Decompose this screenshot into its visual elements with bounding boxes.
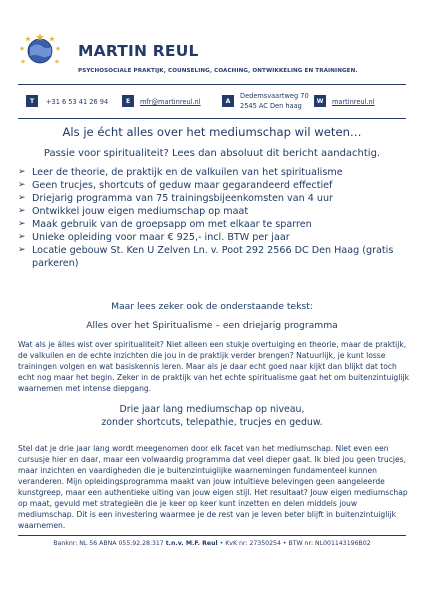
main-subline: Passie voor spiritualiteit? Lees dan absoluut dit bericht aandachtig. xyxy=(43,148,381,159)
arrow-bullet-icon: ➢ xyxy=(18,180,26,190)
list-item: ➢ Maak gebruik van de groepsapp om met elkaar te sparren xyxy=(18,219,312,230)
list-item: ➢ Locatie gebouw St. Ken U Zelven Ln. v. Poot 292 2566 DC Den Haag (gratis parkeren) xyxy=(18,245,394,269)
contact-divider xyxy=(18,118,406,119)
address-line-2: 2545 AC Den haag xyxy=(240,102,302,110)
arrow-bullet-icon: ➢ xyxy=(18,232,26,242)
footer-legal xyxy=(18,540,406,547)
letterhead xyxy=(18,26,408,88)
btw-number: BTW nr: NL001143196B02 xyxy=(288,540,371,547)
website-icon: W xyxy=(314,95,326,107)
footer-divider xyxy=(18,535,406,536)
address-icon: A xyxy=(222,95,234,107)
kvk-number: KvK nr: 27350254 xyxy=(225,540,281,547)
section-lead: Maar lees zeker ook de onderstaande tekst: xyxy=(111,301,313,312)
section-title xyxy=(0,404,424,429)
phone-number: +31 6 53 41 26 94 xyxy=(46,98,109,106)
section-title-line: zonder shortcuts, telepathie, trucjes en geduw. xyxy=(101,416,323,428)
section-body: Wat als je álles wist over spiritualiteit? Niet alleen een stukje overtuiging en theorie, maar de praktijk, de valkuilen en de echte inzichten die jou in de praktijk verder brengen? Natuurlijk, je kunt losse trainingen volgen en wat basiskennis leren. Maar als je daar echt goed naar kijkt dan blijkt dat toch echt nog maar het begin. Zeker in de praktijk van het echte spiritualisme gaat het om buitenzintuiglijk waarnemen met intense diepgang. xyxy=(18,340,409,393)
address-line-1: Dedemsvaartweg 70 xyxy=(240,92,309,100)
bank-number: Banknr: NL 56 ABNA 055.92.28.317 xyxy=(53,540,164,547)
phone-icon: T xyxy=(26,95,38,107)
list-item: ➢ Driejarig programma van 75 trainingsbijeenkomsten van 4 uur xyxy=(18,193,333,204)
globe-stars-logo-icon xyxy=(18,32,62,68)
contact-bar xyxy=(26,92,406,116)
arrow-bullet-icon: ➢ xyxy=(18,206,26,216)
list-item: ➢ Geen trucjes, shortcuts of geduw maar gegarandeerd effectief xyxy=(18,180,333,191)
footer-separator: • xyxy=(219,540,224,547)
brand-tagline: PSYCHOSOCIALE PRAKTIJK, COUNSELING, COACHING, ONTWIKKELING EN TRAININGEN. xyxy=(78,68,358,74)
header-divider xyxy=(18,84,406,85)
section-title: Alles over het Spiritualisme – een driejarig programma xyxy=(86,320,338,331)
email-link[interactable]: mfr@martinreul.nl xyxy=(140,98,201,106)
arrow-bullet-icon: ➢ xyxy=(18,219,26,229)
benefits-list xyxy=(18,166,414,270)
website-link[interactable]: martinreul.nl xyxy=(332,98,375,106)
footer-separator: • xyxy=(282,540,287,547)
list-item: ➢ Unieke opleiding voor maar € 925,- incl. BTW per jaar xyxy=(18,232,290,243)
arrow-bullet-icon: ➢ xyxy=(18,167,26,177)
main-headline: Als je écht alles over het mediumschap wil weten… xyxy=(62,125,362,139)
list-item: ➢ Ontwikkel jouw eigen mediumschap op maat xyxy=(18,206,249,217)
bank-owner: t.n.v. M.F. Reul xyxy=(165,540,218,547)
section-title-line: Drie jaar lang mediumschap op niveau, xyxy=(119,404,305,415)
arrow-bullet-icon: ➢ xyxy=(18,245,26,255)
brand-name: MARTIN REUL xyxy=(78,42,199,60)
section-body: Stel dat je drie jaar lang wordt meegenomen door elk facet van het mediumschap. Niet even een cursusje hier en daar, maar een volwaardig programma dat veel dieper gaat. Ik bied jou geen trucjes, maar inzichten en vaardigheden die je buitenzintuiglijke waarnemingen fundamenteel kunnen veranderen. Mijn opleidingsprogramma maakt van jouw intuïtieve belevingen geen aangeleerde kunstgreep, maar een authentieke uiting van jouw eigen stijl. Het resultaat? Jouw eigen mediumschap op maat, gevuld met strategieën die je keer op keer kunt inzetten en delen middels jouw mediumschap. Dit is een investering waarmee je de rest van je leven beter blijft in buitenzintuiglijk waarnemen. xyxy=(18,444,408,530)
arrow-bullet-icon: ➢ xyxy=(18,193,26,203)
email-icon: E xyxy=(122,95,134,107)
list-item: ➢ Leer de theorie, de praktijk en de valkuilen van het spiritualisme xyxy=(18,167,343,178)
